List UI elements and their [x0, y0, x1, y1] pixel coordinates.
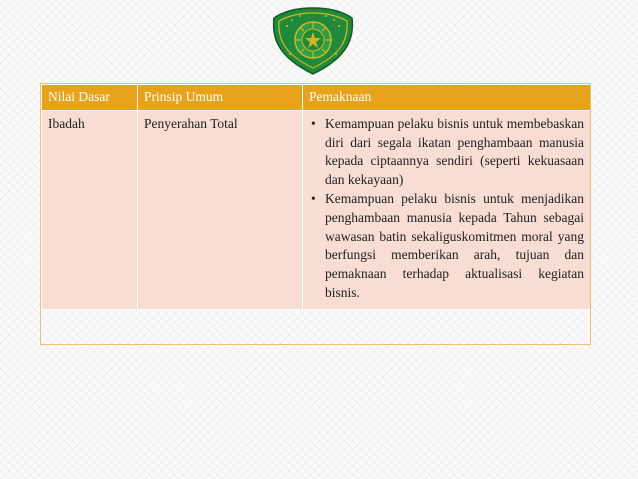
table-header-row: [42, 85, 591, 111]
header-prinsip-umum: Prinsip Umum: [138, 85, 303, 111]
nilai-dasar-table: [41, 84, 591, 310]
university-emblem-icon: [270, 6, 356, 76]
header-pemaknaan: Pemaknaan: [303, 85, 591, 111]
list-item: • Kemampuan pelaku bisnis untuk menjadikan penghambaan manusia kepada Tahun sebagai wawasan batin sekaliguskomitmen moral yang berfungsi memberikan arah, tujuan dan pemaknaan terhadap aktualisasi kegiatan bisnis.: [309, 190, 584, 303]
cell-nilai-dasar: Ibadah: [42, 110, 138, 309]
cell-prinsip-umum: Penyerahan Total: [138, 110, 303, 309]
header-nilai-dasar: Nilai Dasar: [42, 85, 138, 111]
cell-pemaknaan: [303, 110, 591, 309]
list-item: • Kemampuan pelaku bisnis untuk membebaskan diri dari segala ikatan penghambaan manusia kepada ciptaannya sendiri (seperti kekuasaan dan kekayaan): [309, 115, 584, 190]
pemaknaan-list: [309, 115, 584, 303]
table-row: [42, 110, 591, 309]
